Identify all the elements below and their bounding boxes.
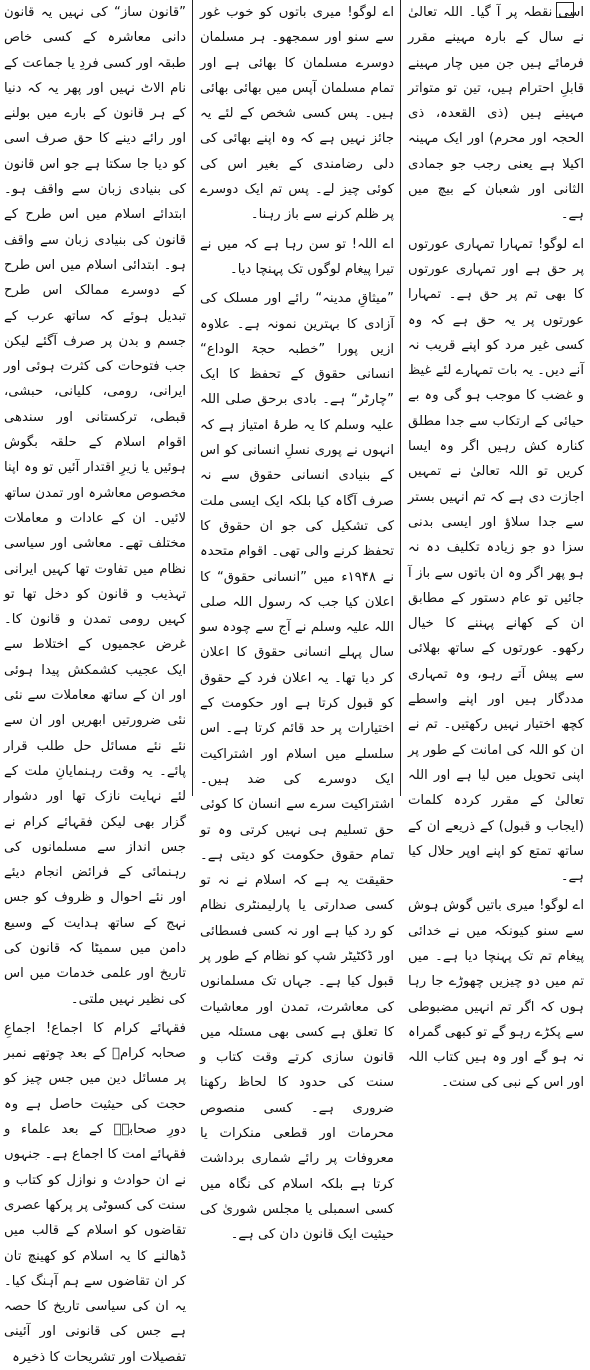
paragraph: ”میثاقِ مدینہ“ رائے اور مسلک کی آزادی کا بہترین نمونہ ہے۔ علاوہ ازیں پورا ”خطبہ حجۃ الوداع“ انسانی حقوق کے تحفظ کا ایک ”چارٹر“ ہے۔ بادی برحق صلی اللہ علیہ وسلم کا یہ طرۂ امتیاز ہے کہ انہوں نے پوری نسلِ انسانی کو اس کے بنیادی انسانی حقوق سے نہ صرف آگاہ کیا بلکہ ایک ایسی ملت کی تشکیل کی جو ان حقوق کا تحفظ کرنے والی تھی۔ اقوام متحدہ نے ۱۹۴۸ء میں ”انسانی حقوق“ کا اعلان کیا جب کہ رسول اللہ صلی اللہ علیہ وسلم نے آج سے چودہ سو سال پہلے انسانی حقوق کا اعلان کر دیا تھا۔ یہ اعلان فرد کے حقوق کو قبول کرتا ہے اور حکومت کے اختیارات پر حد قائم کرتا ہے۔ اس سلسلے میں اسلام اور اشتراکیت ایک دوسرے کی ضد ہیں۔ اشتراکیت سرے سے انسان کا کوئی حق تسلیم ہی نہیں کرتی وہ تو تمام حقوق حکومت کو دیتی ہے۔ حقیقت یہ ہے کہ اسلام نے نہ تو کسی صدارتی یا پارلیمنٹری نظام کو رد کیا ہے اور نہ کسی فسطائی اور ڈکٹیٹر شپ کو نظام کے طور پر قبول کیا ہے۔ جہاں تک مسلمانوں کی معاشرت، تمدن اور معاشیات کا تعلق ہے کسی بھی مسئلہ میں قانون سازی کرتے وقت کتاب و سنت کی حدود کا لحاظ رکھنا ضروری ہے۔ کسی منصوص محرمات اور قطعی منکرات یا معروفات پر رائے شماری برداشت کرتا ہے بلکہ اسلام کی نگاہ میں کسی اسمبلی یا مجلس شوریٰ کی حیثیت ایک قانون دان کی ہے۔ [200, 291, 394, 1243]
paragraph: فقہائے کرام کا اجماع! اجماعِ صحابہ کرامؓ کے بعد چوتھے نمبر پر مسائل دین میں جس چیز کو حجت کی حیثیت حاصل ہے وہ دورِ صحابہؓ کے بعد علماء و فقہائے امت کا اجماع ہے۔ جنہوں نے ان حوادث و نوازل کو کتاب و سنت کی کسوٹی پر پرکھا عصری تقاضوں کو اسلام کے قالب میں ڈھالنے کا یہ اسلام کو کھینچ تان کر ان تقاضوں سے ہم آہنگ کیا۔ یہ ان کی سیاسی تاریخ کا حصہ ہے جس کی قانونی اور آئینی تفصیلات اور تشریحات کا ذخیرہ [4, 1020, 186, 1365]
section-marker-box [556, 2, 574, 18]
column-middle [200, 0, 394, 1243]
paragraph: اے لوگو! تمہارا تمہاری عورتوں پر حق ہے اور تمہاری عورتوں کا بھی تم پر حق ہے۔ تمہارا عورتوں پر یہ حق ہے کہ وہ کسی غیر مرد کو اپنے قریب نہ آنے دیں۔ یہ بات تمہارے لئے غیظ و غضب کا موجب ہو گی وہ بے حیائی کے ارتکاب سے جدا مطلق کنارہ کش رہیں اگر وہ ایسا کریں تو اللہ تعالیٰ نے تمہیں اجازت دی ہے کہ تم انہیں بستر سے جدا سلاؤ اور ایسی بدنی سزا دو جو زیادہ تکلیف دہ نہ ہو پھر اگر وہ ان باتوں سے باز آ جائیں تو عام دستور کے مطابق ان کے کھانے پہننے کا خیال رکھو۔ عورتوں کے ساتھ بھلائی سے پیش آتے رہو، وہ تمہاری مددگار ہیں اور اپنے واسطے کچھ اختیار نہیں رکھتیں۔ تم نے ان کو اللہ کی امانت کے طور پر اپنی تحویل میں لیا ہے اور اللہ تعالیٰ کے مقرر کردہ کلمات (ایجاب و قبول) کے ذریعے ان کے ساتھ تمتع کو اپنے اوپر حلال کیا ہے۔ [408, 236, 584, 885]
paragraph: اے لوگو! میری باتوں کو خوب غور سے سنو اور سمجھو۔ ہر مسلمان دوسرے مسلمان کا بھائی ہے اور تمام مسلمان آپس میں بھائی بھائی ہیں۔ پس کسی شخص کے لئے یہ جائز نہیں ہے کہ وہ اپنے بھائی کی دلی رضامندی کے بغیر اس کی کوئی چیز لے۔ پس تم ایک دوسرے پر ظلم کرنے سے باز رہنا۔ [200, 5, 394, 223]
column-left [4, 0, 186, 1365]
column-right [408, 0, 584, 1091]
paragraph: اے لوگو! میری باتیں گوش ہوش سے سنو کیونکہ میں نے خدائی پیغام تم تک پہنچا دیا ہے۔ میں تم میں دو چیزیں چھوڑے جا رہا ہوں کہ اگر تم انہیں مضبوطی سے پکڑے رہو گے تو کبھی گمراہ نہ ہو گے اور وہ ہیں کتاب اللہ اور اس کے نبی کی سنت۔ [408, 898, 584, 1091]
column-divider [192, 0, 193, 796]
paragraph: اسی نقطہ پر آ گیا۔ اللہ تعالیٰ نے سال کے بارہ مہینے مقرر فرمائے ہیں جن میں چار مہینے قابلِ احترام ہیں، تین تو متواتر مہینے ہیں (ذی القعدہ، ذی الحجہ اور محرم) اور ایک مہینہ اکیلا ہے یعنی رجب جو جمادی الثانی اور شعبان کے بیچ میں ہے۔ [408, 5, 584, 223]
column-divider [400, 0, 401, 796]
paragraph: ”قانون ساز“ کی نہیں یہ قانون دانی معاشرہ کے کسی خاص طبقہ اور کسی فردِ یا جماعت کے نام الاٹ نہیں اور پھر یہ کہ دنیا کے ہر قانون کے بارے میں بولنے اور رائے دینے کا حق صرف اسی کو دیا جا سکتا ہے جو اس قانون کی بنیادی زبان سے واقف ہو۔ ابتدائے اسلام میں اس طرح کے قانون کی بنیادی زبان سے واقف ہو۔ ابتدائی اسلام میں اس طرح کے دوسرے ممالک اس طرح تبدیل ہوئے کہ ساتھ عرب کے جسم و بدن پر صرف آگئے لیکن جب فتوحات کی کثرت ہوئی اور ایرانی، رومی، کلیانی، حبشی، قبطی، ترکستانی اور سندھی اقوام اسلام کے حلقہ بگوش ہوئیں یا زیرِ اقتدار آئیں تو وہ اپنا مخصوص معاشرہ اور تمدن ساتھ لائیں۔ ان کے عادات و معاملات مختلف تھے۔ معاشی اور سیاسی نظام میں تفاوت تھا کہیں ایرانی تہذیب و قانون کو دخل تھا تو کہیں رومی تمدن و قانون کا۔ غرض عجمیوں کے اختلاط سے ایک عجیب کشمکش پیدا ہوئی اور ان کے ساتھ معاملات سے نئی نئی ضرورتیں ابھریں اور ان سے نئے نئے مسائل حل طلب قرار پائے۔ یہ وقت رہنمایانِ ملت کے لئے نہایت نازک تھا اور دشوار گزار بھی لیکن فقہائے کرام نے جس انداز سے مسلمانوں کی رہنمائی کے فرائض انجام دیئے اور نئے احوال و ظروف کو جس نہج کے ساتھ ہدایت کے وسیع دامن میں سمیٹا کہ قانون کی تاریخ اور علمی خدمات میں اس کی نظیر نہیں ملتی۔ [4, 5, 186, 1007]
paragraph: اے اللہ! تو سن رہا ہے کہ میں نے تیرا پیغام لوگوں تک پہنچا دیا۔ [200, 236, 394, 277]
